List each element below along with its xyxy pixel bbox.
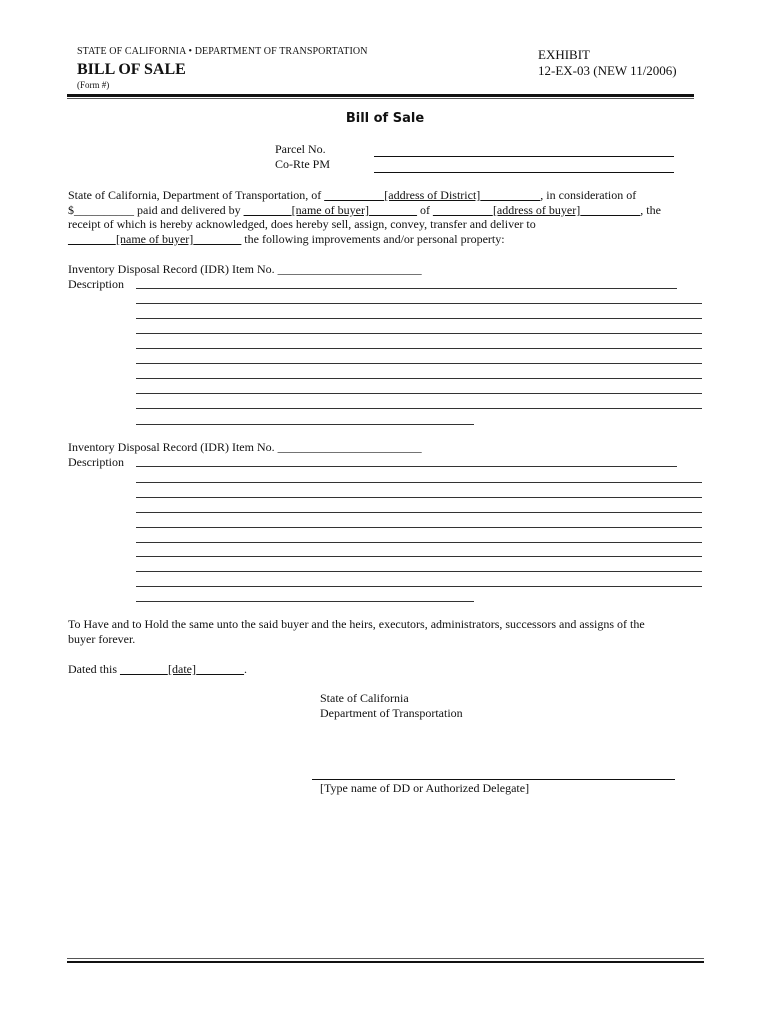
agency-name: STATE OF CALIFORNIA • DEPARTMENT OF TRANSPORTATION — [77, 46, 368, 57]
consideration-line-4 — [68, 232, 505, 247]
description-line[interactable] — [136, 512, 702, 513]
consideration-line-3: receipt of which is hereby acknowledged, does hereby sell, assign, convey, transfer and deliver to — [68, 217, 536, 231]
text-run: State of California, Department of Transportation, of — [68, 188, 325, 202]
consideration-line-2 — [68, 203, 661, 218]
text-run: . — [243, 662, 247, 676]
parcel-no-line[interactable] — [374, 156, 674, 157]
idr-item-label: Inventory Disposal Record (IDR) Item No. ________________________ — [68, 440, 422, 454]
description-line[interactable] — [136, 542, 702, 543]
description-label: Description — [68, 277, 124, 291]
signer-state: State of California — [320, 691, 409, 705]
description-line[interactable] — [136, 527, 702, 528]
exhibit-code: 12-EX-03 (NEW 11/2006) — [538, 63, 677, 78]
buyer-address-field[interactable]: __________[address of buyer]__________ — [432, 203, 641, 217]
footer-rule-thick — [67, 961, 704, 963]
consideration-line-1 — [68, 188, 636, 203]
description-line[interactable] — [136, 601, 474, 602]
buyer-name-field[interactable]: ________[name of buyer]________ — [243, 203, 417, 217]
description-line[interactable] — [136, 586, 702, 587]
signature-line[interactable] — [312, 779, 675, 780]
description-line[interactable] — [136, 556, 702, 557]
header-rule-thick — [67, 94, 694, 97]
signer-department: Department of Transportation — [320, 706, 463, 720]
description-line[interactable] — [136, 393, 702, 394]
form-number: (Form #) — [77, 80, 110, 90]
footer-rule-thin — [67, 958, 704, 959]
description-line[interactable] — [136, 318, 702, 319]
description-label: Description — [68, 455, 124, 469]
date-field[interactable]: ________[date]________ — [120, 662, 244, 676]
text-run: the following improvements and/or personal property: — [241, 232, 505, 246]
dated-line — [68, 662, 247, 677]
document-title: Bill of Sale — [345, 111, 425, 126]
description-line[interactable] — [136, 378, 702, 379]
description-line[interactable] — [136, 497, 702, 498]
habendum-line-2: buyer forever. — [68, 632, 136, 646]
text-run: , in consideration of — [540, 188, 637, 202]
text-run: , the — [640, 203, 661, 217]
buyer-name-field[interactable]: ________[name of buyer]________ — [68, 232, 242, 246]
description-line[interactable] — [136, 288, 677, 289]
description-line[interactable] — [136, 482, 702, 483]
text-run: $__________ paid and delivered by — [68, 203, 244, 217]
description-line[interactable] — [136, 466, 677, 467]
habendum-line-1: To Have and to Hold the same unto the said buyer and the heirs, executors, administrators, successors and assigns of the — [68, 617, 645, 631]
idr-item-label: Inventory Disposal Record (IDR) Item No. ________________________ — [68, 262, 422, 276]
text-run: Dated this — [68, 662, 120, 676]
text-run: of — [416, 203, 433, 217]
corte-pm-label: Co-Rte PM — [275, 157, 331, 171]
description-line[interactable] — [136, 571, 702, 572]
signer-name-placeholder: [Type name of DD or Authorized Delegate] — [320, 781, 530, 795]
exhibit-label: EXHIBIT — [538, 47, 590, 62]
description-line[interactable] — [136, 303, 702, 304]
description-line[interactable] — [136, 348, 702, 349]
description-line[interactable] — [136, 424, 474, 425]
form-title: BILL OF SALE — [77, 61, 186, 78]
corte-pm-line[interactable] — [374, 172, 674, 173]
parcel-no-label: Parcel No. — [275, 142, 326, 156]
district-address-field[interactable]: __________[address of District]__________ — [324, 188, 541, 202]
description-line[interactable] — [136, 333, 702, 334]
description-line[interactable] — [136, 408, 702, 409]
description-line[interactable] — [136, 363, 702, 364]
header-rule-thin — [67, 98, 694, 99]
